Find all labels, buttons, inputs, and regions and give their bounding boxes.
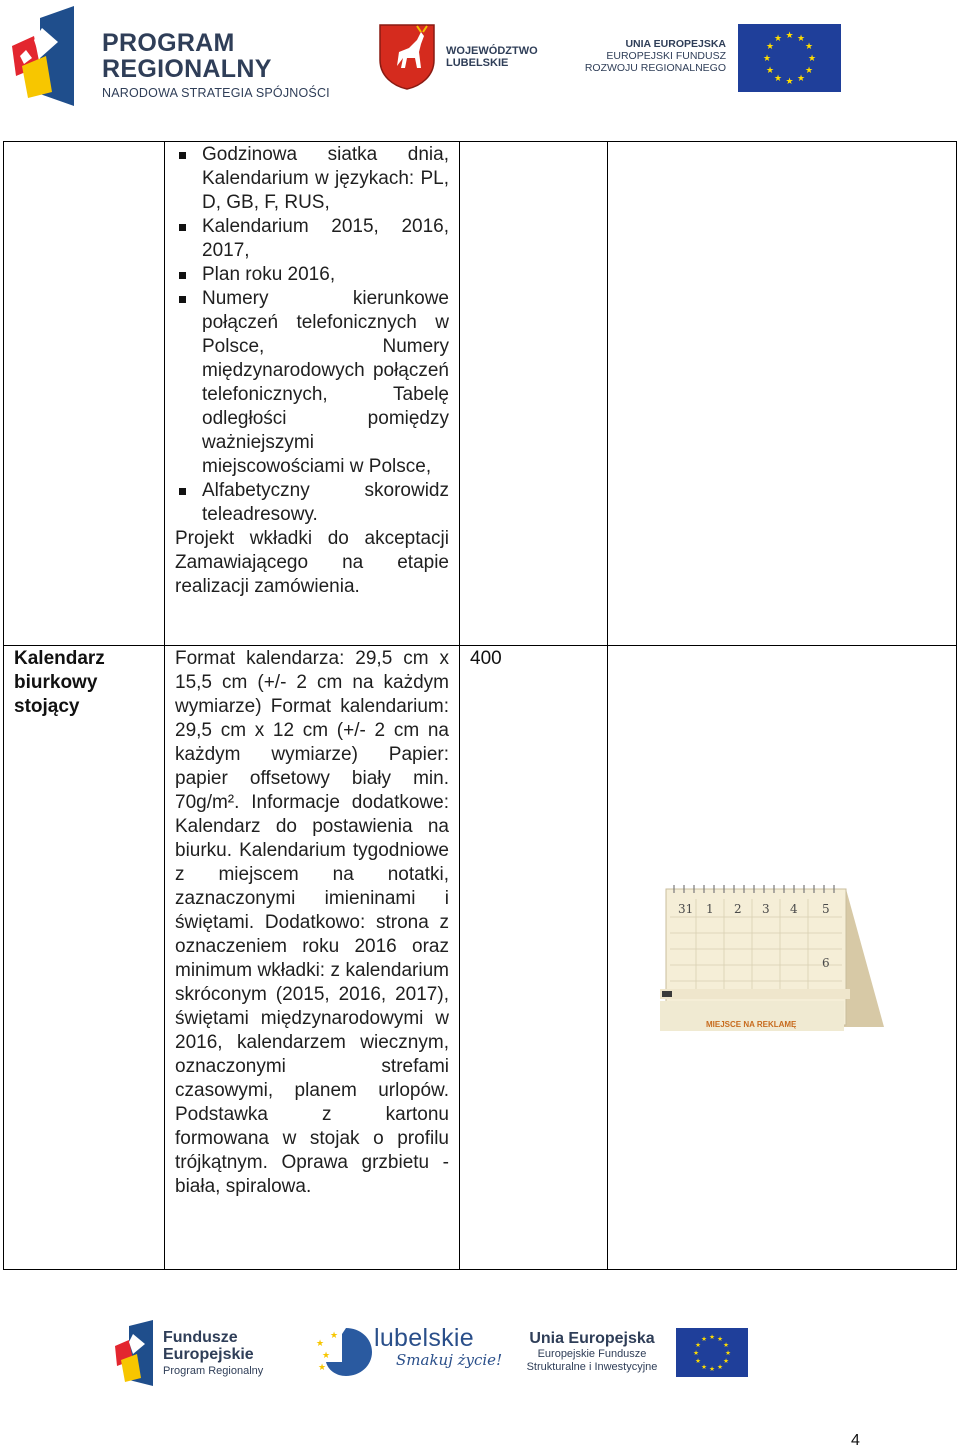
voivodeship-wordmark (446, 45, 538, 69)
svg-text:★: ★ (701, 1335, 707, 1343)
svg-text:★: ★ (723, 1341, 729, 1349)
column-divider (459, 141, 460, 1270)
column-divider (607, 141, 608, 1270)
list-item: Godzinowa siatka dnia, Kalendarium w językach: PL, D, GB, F, RUS, (175, 143, 449, 215)
eu-line3: ROZWOJU REGIONALNEGO (584, 62, 726, 74)
calendar-day: 3 (762, 902, 770, 916)
svg-text:★: ★ (709, 1333, 715, 1341)
calendar-day: 1 (706, 902, 714, 916)
svg-text:★: ★ (796, 74, 806, 84)
product-description: Format kalendarza: 29,5 cm x 15,5 cm (+/- 2 cm na każdym wymiarze) Format kalendarium: 29,5 cm x 12 cm (+/- 2 cm na każdym wymiarze) Papier: papier offsetowy biały min. 70g/m². Informacje dodatkowe: Kalendarz do postawienia na biurku. Kalendarium tygodniowe z miejscem na notatki, zaznaczonymi imieninami i świętami. Dodatkowo: strona z oznaczeniem roku 2016 oraz minimum wkładki: z kalendarium skróconym (2015, 2016, 2017), świętami międzynarodowymi w 2016, kalendarzem wiecznym, oznaczonymi strefami czasowymi, planem urlopów. Podstawka z kartonu formowana w stojak o profilu trójkątnym. Oprawa grzbietu - biała, spiralowa. (175, 648, 449, 1197)
eu-fund-wordmark (566, 38, 726, 74)
lubelskie-main: lubelskie (374, 1324, 474, 1352)
table-border-top (3, 141, 957, 142)
lubelskie-coat-of-arms-icon (377, 22, 437, 90)
program-line1: PROGRAM (102, 29, 235, 57)
program-regionalny-wordmark (102, 30, 330, 100)
row-divider (3, 645, 957, 646)
list-item: Alfabetyczny skorowidz teleadresowy. (175, 479, 449, 527)
svg-text:★: ★ (765, 66, 775, 76)
list-item: Kalendarium 2015, 2016, 2017, (175, 215, 449, 263)
table-border-bottom (3, 1269, 957, 1270)
voivodeship-line2: LUBELSKIE (446, 57, 509, 69)
voivodeship-line1: WOJEWÓDZTWO (446, 45, 538, 57)
svg-text:★: ★ (695, 1357, 701, 1365)
eu-sub2: Strukturalne i Inwestycyjne (526, 1361, 658, 1373)
list-item: Numery kierunkowe połączeń telefonicznych w Polsce, Numery międzynarodowych połączeń telefonicznych, Tabelę odległości pomiędzy ważniejszymi miejscowościami w Polsce, (175, 287, 449, 479)
approval-note: Projekt wkładki do akceptacji Zamawiającego na etapie realizacji zamówienia. (175, 528, 449, 597)
svg-text:★: ★ (762, 54, 772, 64)
svg-text:★: ★ (330, 1331, 339, 1341)
product-name: Kalendarz biurkowy stojący (14, 648, 105, 717)
page-footer (0, 1310, 960, 1400)
table-border-right (956, 141, 957, 1270)
fe-line1: Fundusze (163, 1329, 238, 1346)
svg-text:★: ★ (773, 34, 783, 44)
eu-sub1: Europejskie Fundusze (537, 1348, 647, 1360)
program-regionalny-logo-icon (12, 6, 78, 106)
svg-text:★: ★ (709, 1365, 715, 1373)
svg-text:★: ★ (695, 1341, 701, 1349)
svg-text:★: ★ (785, 31, 794, 41)
advertising-caption: MIEJSCE NA REKLAMĘ (706, 1020, 797, 1029)
calendar-day: 4 (790, 902, 798, 916)
svg-text:★: ★ (316, 1339, 325, 1349)
list-item: Plan roku 2016, (175, 263, 449, 287)
fe-line3: Program Regionalny (163, 1365, 264, 1377)
svg-text:★: ★ (318, 1363, 327, 1373)
program-line2: REGIONALNY (102, 55, 272, 83)
eu-line2: EUROPEJSKI FUNDUSZ (606, 50, 726, 62)
calendar-day: 2 (734, 902, 742, 916)
fe-line2: Europejskie (163, 1346, 254, 1363)
row1-description (175, 143, 449, 599)
lubelskie-slogan: Smakuj życie! (396, 1351, 503, 1369)
svg-text:★: ★ (804, 66, 814, 76)
calendar-day: 6 (822, 956, 830, 970)
svg-text:★: ★ (725, 1349, 731, 1357)
page-number: 4 (851, 1432, 860, 1449)
feature-list (175, 143, 449, 527)
eu-title: Unia Europejska (529, 1330, 655, 1347)
row2-description (175, 647, 449, 1199)
product-quantity: 400 (470, 648, 502, 669)
svg-text:★: ★ (693, 1349, 699, 1357)
program-line3: NARODOWA STRATEGIA SPÓJNOŚCI (102, 86, 330, 100)
svg-text:★: ★ (701, 1363, 707, 1371)
svg-text:★: ★ (804, 42, 814, 52)
eu-line1: UNIA EUROPEJSKA (625, 38, 726, 50)
svg-text:★: ★ (796, 34, 806, 44)
svg-text:★: ★ (717, 1335, 723, 1343)
svg-text:★: ★ (717, 1363, 723, 1371)
column-divider (164, 141, 165, 1270)
table-border-left (3, 141, 4, 1270)
svg-text:★: ★ (322, 1351, 331, 1361)
calendar-day: 31 (678, 902, 694, 916)
eu-flag-icon (676, 1328, 748, 1377)
svg-text:★: ★ (773, 74, 783, 84)
lubelskie-wordmark (374, 1325, 502, 1369)
fundusze-europejskie-wordmark (163, 1329, 263, 1379)
eu-funds-wordmark (522, 1330, 662, 1374)
page-header (0, 0, 960, 120)
eu-flag-icon (738, 24, 841, 92)
desk-calendar-image (660, 877, 888, 1037)
svg-text:★: ★ (765, 42, 775, 52)
svg-text:★: ★ (723, 1357, 729, 1365)
svg-text:★: ★ (785, 77, 794, 87)
svg-text:★: ★ (807, 54, 817, 64)
fundusze-europejskie-logo-icon (115, 1320, 155, 1386)
lubelskie-region-logo-icon (316, 1324, 376, 1380)
calendar-day: 5 (822, 902, 830, 916)
